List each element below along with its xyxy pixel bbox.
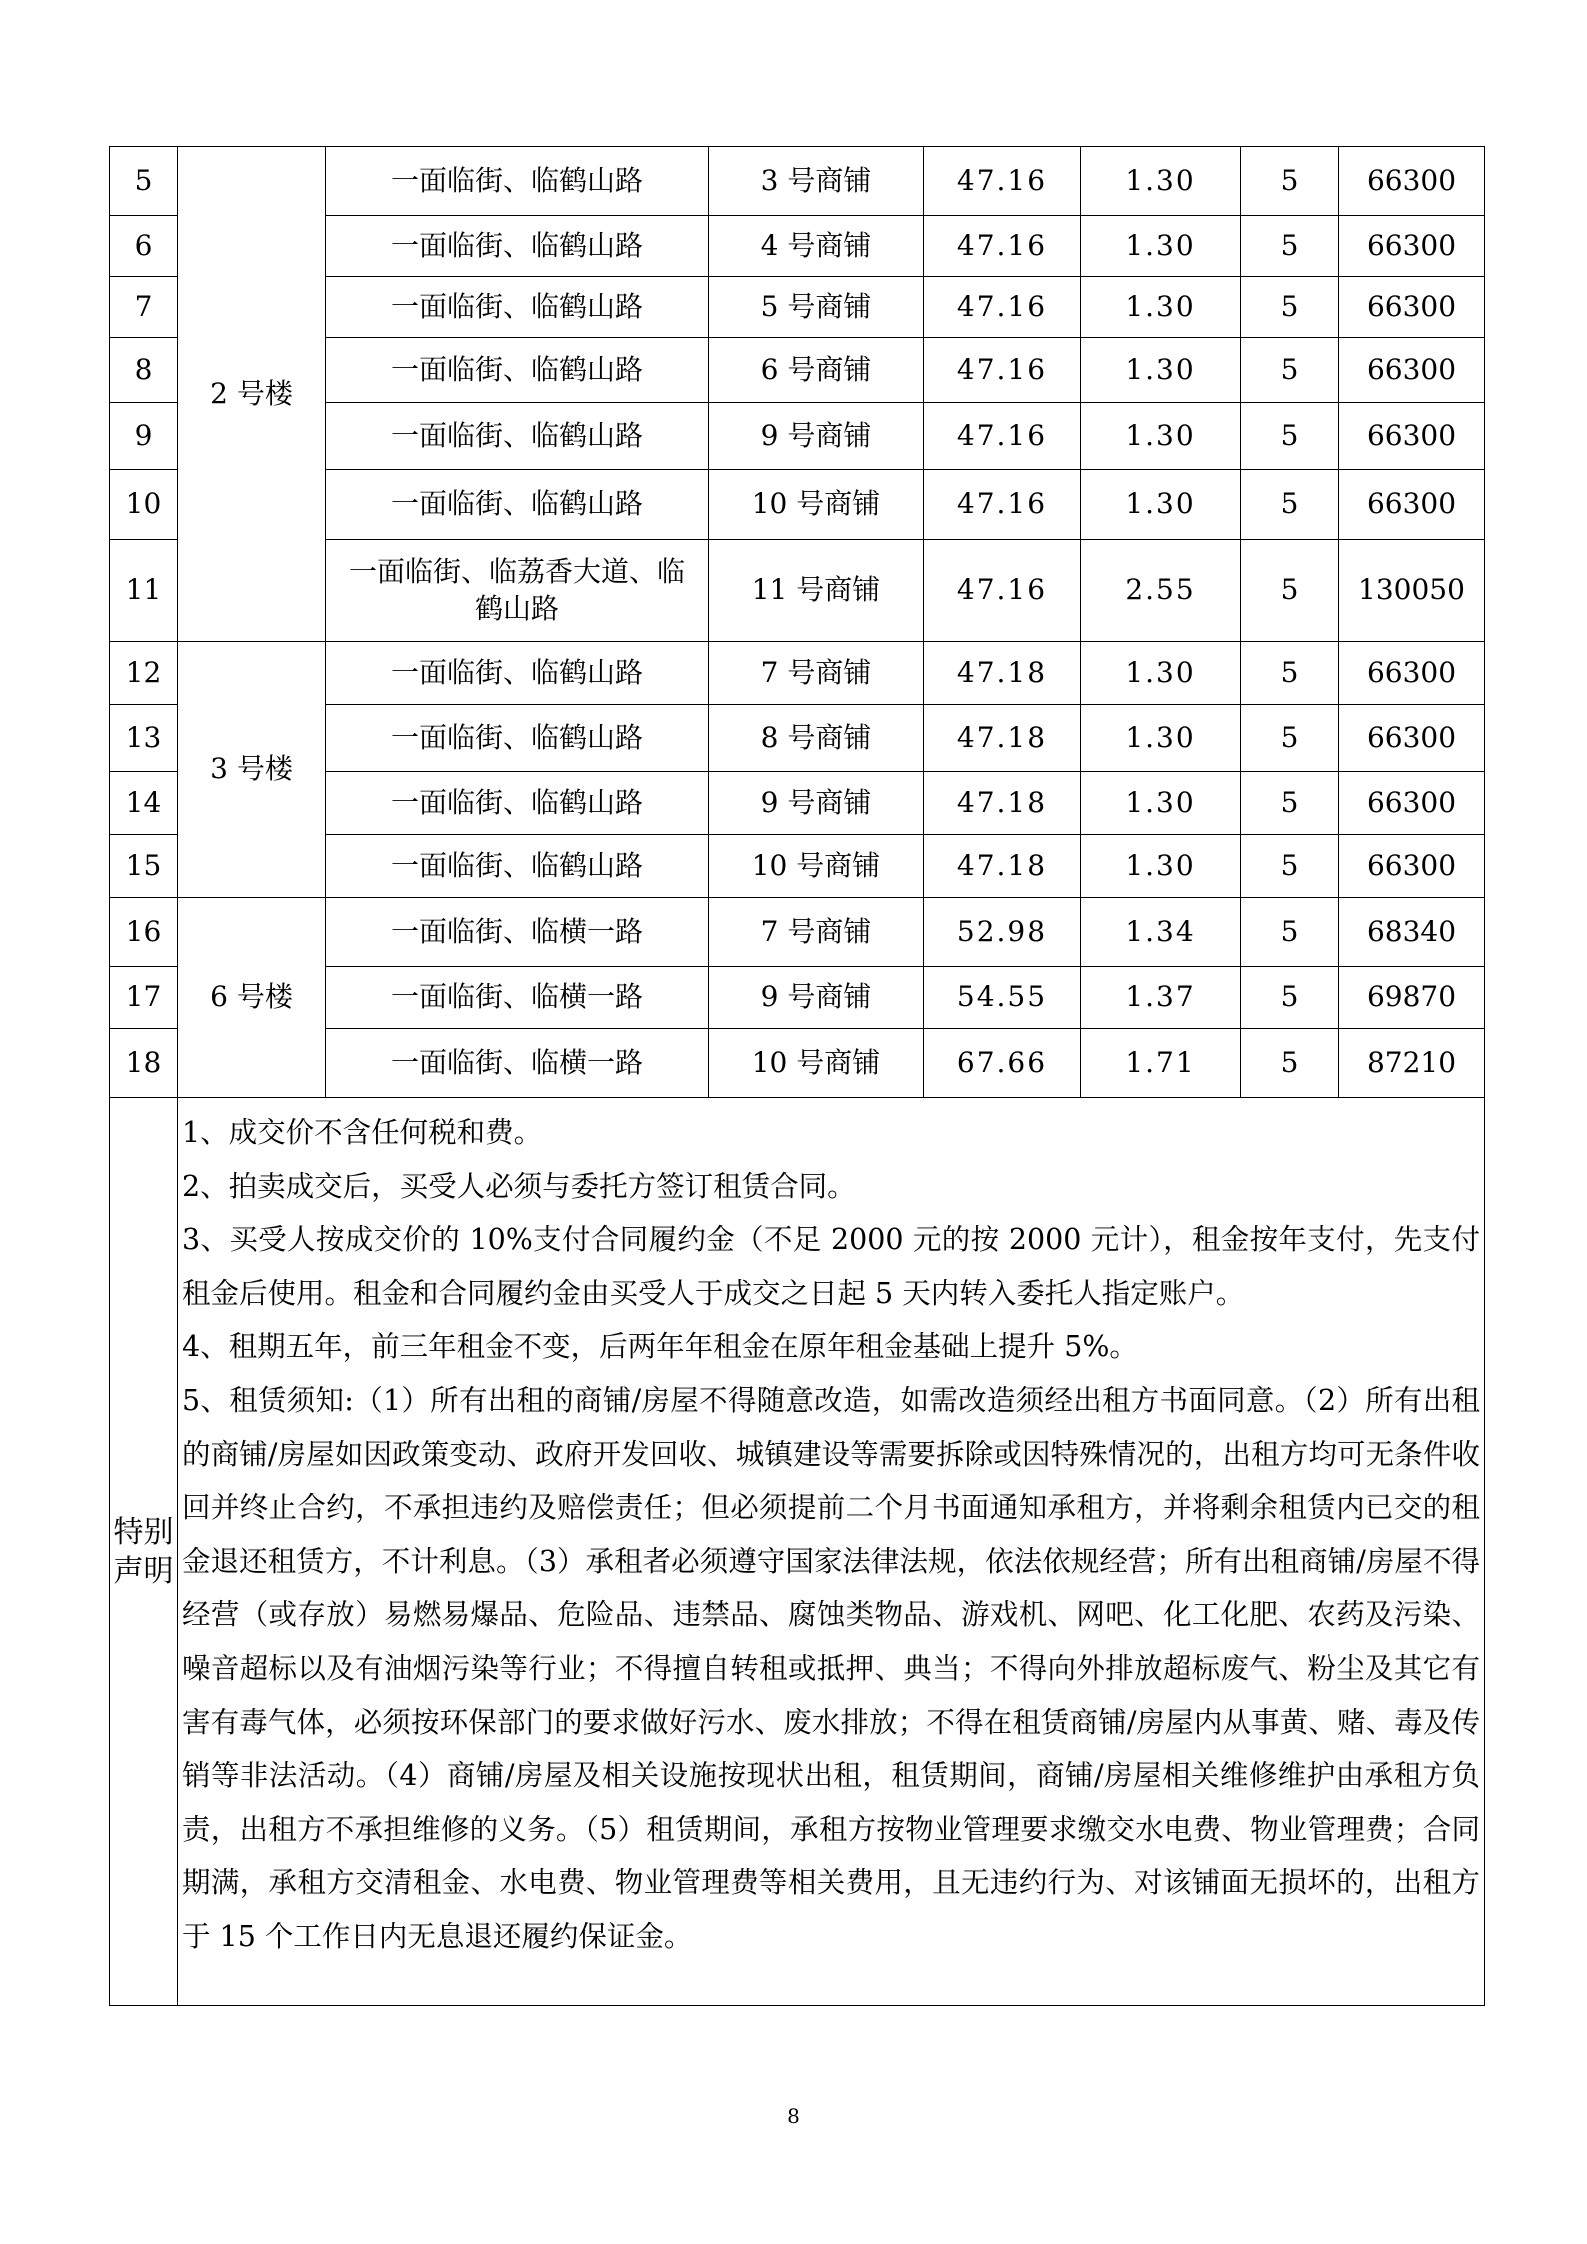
area-value: 47.18: [924, 642, 1081, 705]
shop-number: 4 号商铺: [709, 216, 924, 277]
row-number: 11: [110, 540, 178, 642]
shop-number: 3 号商铺: [709, 147, 924, 216]
total-rent: 69870: [1339, 967, 1485, 1029]
notes-content: [178, 1098, 1485, 2006]
unit-price: 1.37: [1081, 967, 1241, 1029]
unit-price: 1.30: [1081, 338, 1241, 403]
unit-price: 1.71: [1081, 1029, 1241, 1098]
lease-years: 5: [1241, 1029, 1339, 1098]
row-number: 17: [110, 967, 178, 1029]
street-frontage: 一面临街、临横一路: [326, 1029, 709, 1098]
street-frontage: 一面临街、临鹤山路: [326, 403, 709, 470]
total-rent: 68340: [1339, 898, 1485, 967]
note-paragraph: 5、租赁须知:（1）所有出租的商铺/房屋不得随意改造，如需改造须经出租方书面同意。（2）所有出租的商铺/房屋如因政策变动、政府开发回收、城镇建设等需要拆除或因特殊情况的，出租方均可无条件收回并终止合约，不承担违约及赔偿责任；但必须提前二个月书面通知承租方，并将剩余租赁内已交的租金退还租赁方，不计利息。（3）承租者必须遵守国家法律法规，依法依规经营；所有出租商铺/房屋不得经营（或存放）易燃易爆品、危险品、违禁品、腐蚀类物品、游戏机、网吧、化工化肥、农药及污染、噪音超标以及有油烟污染等行业；不得擅自转租或抵押、典当；不得向外排放超标废气、粉尘及其它有害有毒气体，必须按环保部门的要求做好污水、废水排放；不得在租赁商铺/房屋内从事黄、赌、毒及传销等非法活动。（4）商铺/房屋及相关设施按现状出租，租赁期间，商铺/房屋相关维修维护由承租方负责，出租方不承担维修的义务。（5）租赁期间，承租方按物业管理要求缴交水电费、物业管理费；合同期满，承租方交清租金、水电费、物业管理费等相关费用，且无违约行为、对该铺面无损坏的，出租方于 15 个工作日内无息退还履约保证金。: [182, 1383, 1480, 1953]
lease-years: 5: [1241, 147, 1339, 216]
shop-number: 7 号商铺: [709, 642, 924, 705]
area-value: 47.18: [924, 772, 1081, 835]
street-frontage: 一面临街、临横一路: [326, 967, 709, 1029]
total-rent: 66300: [1339, 216, 1485, 277]
building-label: 6 号楼: [178, 898, 326, 1098]
area-value: 47.18: [924, 705, 1081, 772]
shop-number: 6 号商铺: [709, 338, 924, 403]
shop-number: 8 号商铺: [709, 705, 924, 772]
area-value: 47.16: [924, 338, 1081, 403]
note-paragraph: 3、买受人按成交价的 10%支付合同履约金（不足 2000 元的按 2000 元计），租金按年支付，先支付租金后使用。租金和合同履约金由买受人于成交之日起 5 天内转入委托人指定账户。: [182, 1223, 1480, 1310]
table-row: [110, 898, 1485, 967]
unit-price: 1.30: [1081, 403, 1241, 470]
total-rent: 66300: [1339, 705, 1485, 772]
street-frontage: 一面临街、临鹤山路: [326, 835, 709, 898]
row-number: 16: [110, 898, 178, 967]
building-label: 3 号楼: [178, 642, 326, 898]
lease-years: 5: [1241, 470, 1339, 540]
row-number: 7: [110, 277, 178, 338]
lease-years: 5: [1241, 772, 1339, 835]
lease-years: 5: [1241, 277, 1339, 338]
street-frontage: 一面临街、临鹤山路: [326, 772, 709, 835]
area-value: 47.16: [924, 216, 1081, 277]
area-value: 47.18: [924, 835, 1081, 898]
total-rent: 66300: [1339, 403, 1485, 470]
row-number: 8: [110, 338, 178, 403]
note-paragraph: 1、成交价不含任何税和费。: [182, 1116, 543, 1149]
lease-years: 5: [1241, 403, 1339, 470]
row-number: 6: [110, 216, 178, 277]
lease-years: 5: [1241, 338, 1339, 403]
row-number: 10: [110, 470, 178, 540]
notes-label-line: 特别: [113, 1514, 174, 1550]
street-frontage: 一面临街、临鹤山路: [326, 147, 709, 216]
lease-years: 5: [1241, 540, 1339, 642]
shop-number: 9 号商铺: [709, 967, 924, 1029]
street-frontage: 一面临街、临鹤山路: [326, 705, 709, 772]
street-frontage-line: 鹤山路: [474, 591, 559, 625]
total-rent: 66300: [1339, 147, 1485, 216]
unit-price: 1.30: [1081, 835, 1241, 898]
street-frontage: 一面临街、临鹤山路: [326, 277, 709, 338]
unit-price: 2.55: [1081, 540, 1241, 642]
lease-years: 5: [1241, 898, 1339, 967]
table-row: [110, 642, 1485, 705]
unit-price: 1.30: [1081, 147, 1241, 216]
total-rent: 87210: [1339, 1029, 1485, 1098]
street-frontage: 一面临街、临鹤山路: [326, 216, 709, 277]
total-rent: 66300: [1339, 835, 1485, 898]
area-value: 67.66: [924, 1029, 1081, 1098]
total-rent: 66300: [1339, 470, 1485, 540]
lease-years: 5: [1241, 642, 1339, 705]
row-number: 13: [110, 705, 178, 772]
shop-number: 5 号商铺: [709, 277, 924, 338]
note-paragraph: 4、租期五年，前三年租金不变，后两年年租金在原年租金基础上提升 5%。: [182, 1330, 1138, 1364]
shop-number: 7 号商铺: [709, 898, 924, 967]
unit-price: 1.30: [1081, 642, 1241, 705]
area-value: 47.16: [924, 277, 1081, 338]
area-value: 47.16: [924, 470, 1081, 540]
lease-years: 5: [1241, 835, 1339, 898]
street-frontage: 一面临街、临鹤山路: [326, 470, 709, 540]
row-number: 15: [110, 835, 178, 898]
total-rent: 66300: [1339, 277, 1485, 338]
notes-label-line: 声明: [113, 1553, 174, 1589]
unit-price: 1.30: [1081, 705, 1241, 772]
table-row: [110, 147, 1485, 216]
total-rent: 66300: [1339, 642, 1485, 705]
unit-price: 1.30: [1081, 277, 1241, 338]
building-label: 2 号楼: [178, 147, 326, 642]
shop-number: 10 号商铺: [709, 835, 924, 898]
notes-row: [110, 1098, 1485, 2006]
row-number: 18: [110, 1029, 178, 1098]
note-paragraph: 2、拍卖成交后，买受人必须与委托方签订租赁合同。: [182, 1169, 856, 1203]
row-number: 14: [110, 772, 178, 835]
page-number: 8: [787, 2104, 800, 2128]
notes-label: [110, 1098, 178, 2006]
area-value: 47.16: [924, 403, 1081, 470]
shop-number: 11 号商铺: [709, 540, 924, 642]
area-value: 47.16: [924, 147, 1081, 216]
shop-lease-table: [109, 146, 1485, 2006]
shop-number: 9 号商铺: [709, 403, 924, 470]
shop-number: 10 号商铺: [709, 1029, 924, 1098]
lease-years: 5: [1241, 705, 1339, 772]
unit-price: 1.30: [1081, 470, 1241, 540]
row-number: 9: [110, 403, 178, 470]
total-rent: 66300: [1339, 772, 1485, 835]
area-value: 52.98: [924, 898, 1081, 967]
shop-number: 10 号商铺: [709, 470, 924, 540]
lease-years: 5: [1241, 216, 1339, 277]
row-number: 12: [110, 642, 178, 705]
total-rent: 130050: [1339, 540, 1485, 642]
unit-price: 1.30: [1081, 772, 1241, 835]
lease-years: 5: [1241, 967, 1339, 1029]
unit-price: 1.34: [1081, 898, 1241, 967]
row-number: 5: [110, 147, 178, 216]
area-value: 54.55: [924, 967, 1081, 1029]
street-frontage: 一面临街、临横一路: [326, 898, 709, 967]
street-frontage: 一面临街、临鹤山路: [326, 642, 709, 705]
unit-price: 1.30: [1081, 216, 1241, 277]
street-frontage: [326, 540, 709, 642]
total-rent: 66300: [1339, 338, 1485, 403]
shop-number: 9 号商铺: [709, 772, 924, 835]
street-frontage: 一面临街、临鹤山路: [326, 338, 709, 403]
area-value: 47.16: [924, 540, 1081, 642]
street-frontage-line: 一面临街、临荔香大道、临: [348, 555, 685, 589]
